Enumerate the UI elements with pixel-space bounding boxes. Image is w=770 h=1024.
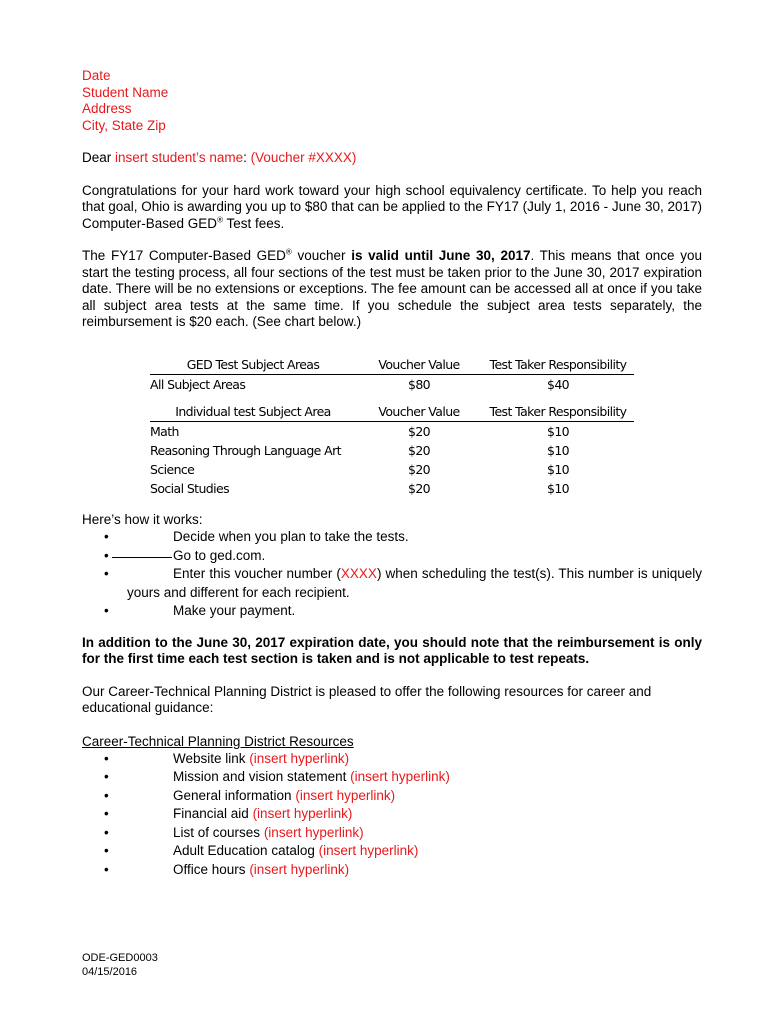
- table-row: [150, 441, 634, 460]
- expiration-notice: In addition to the June 30, 2017 expiration date, you should note that the reimbursement is only for the first time each test section is taken and is not applicable to test repeats.: [82, 634, 702, 666]
- step-text: Decide when you plan to take the tests.: [173, 529, 409, 544]
- para2-text-end: . This means that once you start the testing process, all four sections of the test must be taken prior to the June 30, 2017 expiration date. There will be no extensions or exceptions. The fee amount can be accessed all at once if you take all subject area tests at the same time. If you schedule the subject area tests separately, the reimbursement is $20 each. (See chart below.): [82, 248, 703, 329]
- para1-text: Congratulations for your hard work toward your high school equivalency certificate. To help you reach that goal, Ohio is awarding you up to $80 that can be applied to the FY17 (July 1, 2016 - June 30, 2017) Computer-Based GED: [82, 182, 702, 231]
- bullet: •: [104, 843, 109, 858]
- responsibility-cell: $10: [546, 462, 570, 477]
- hyperlink-placeholder[interactable]: (insert hyperlink): [263, 824, 364, 840]
- table-row: [150, 422, 634, 442]
- table-row: [150, 375, 634, 395]
- table-header-row: [150, 402, 634, 422]
- resource-label: List of courses: [173, 824, 261, 840]
- validity-date-emphasis: is valid until June 30, 2017: [351, 248, 531, 263]
- resource-label: Office hours: [173, 861, 246, 877]
- list-item: [82, 787, 702, 806]
- header-test-taker-responsibility: Test Taker Responsibility: [482, 355, 634, 375]
- salutation-dear: Dear: [82, 150, 116, 165]
- header-subject-areas: GED Test Subject Areas: [150, 355, 356, 375]
- table-row: [150, 479, 634, 498]
- instructions-section: [82, 511, 702, 879]
- registered-mark: ®: [285, 247, 292, 257]
- voucher-cell: $20: [407, 424, 431, 439]
- resources-intro: Our Career-Technical Planning District is pleased to offer the following resources for career and educational guidance:: [82, 683, 652, 715]
- voucher-cell: $80: [407, 377, 431, 392]
- how-it-works-heading: Here’s how it works:: [82, 512, 203, 527]
- date-placeholder: Date: [82, 68, 111, 83]
- congratulations-paragraph: [82, 183, 702, 233]
- salutation: [82, 150, 702, 167]
- address-placeholder: Address: [82, 101, 132, 116]
- voucher-validity-paragraph: [82, 248, 702, 331]
- header-voucher-value: Voucher Value: [356, 402, 482, 422]
- header-voucher-value: Voucher Value: [356, 355, 482, 375]
- bullet: •: [104, 603, 109, 618]
- list-item: [82, 842, 702, 861]
- hyperlink-placeholder[interactable]: (insert hyperlink): [295, 787, 396, 803]
- hyperlink-placeholder[interactable]: (insert hyperlink): [249, 750, 350, 766]
- voucher-fee-table: [150, 355, 634, 498]
- form-date: 04/15/2016: [82, 966, 138, 978]
- list-item: [82, 861, 702, 880]
- bullet: •: [104, 769, 109, 784]
- bullet: •: [104, 787, 109, 803]
- step-text: Make your payment.: [173, 603, 296, 618]
- step-text: Go to ged.com.: [173, 547, 266, 563]
- address-block: [82, 68, 702, 134]
- resources-heading: Career-Technical Planning District Resources: [82, 733, 354, 749]
- step-text: Enter this voucher number (: [173, 566, 341, 581]
- resource-label: Financial aid: [173, 806, 249, 821]
- bullet: •: [104, 547, 109, 563]
- subject-cell: Reasoning Through Language Art: [150, 443, 341, 458]
- list-item: [82, 565, 702, 602]
- resource-label: Website link: [173, 750, 246, 766]
- para1-text-end: Test fees.: [222, 215, 285, 231]
- para2-text-mid: voucher: [291, 248, 352, 263]
- table-row: [150, 460, 634, 479]
- list-item: [82, 824, 702, 843]
- subject-cell: Math: [150, 424, 179, 439]
- header-test-taker-responsibility: Test Taker Responsibility: [482, 402, 634, 422]
- bullet: •: [104, 824, 109, 840]
- step-text-end: ) when scheduling the test(s). This number is uniquely yours and different for each recipient.: [127, 566, 702, 600]
- bullet: •: [104, 806, 109, 821]
- resource-label: General information: [173, 787, 292, 803]
- responsibility-cell: $10: [546, 424, 570, 439]
- letter-body: [82, 68, 702, 331]
- header-individual-subject: Individual test Subject Area: [150, 402, 356, 422]
- responsibility-cell: $10: [546, 481, 570, 496]
- how-it-works-list: [82, 528, 702, 621]
- student-name-placeholder: Student Name: [82, 84, 169, 100]
- voucher-cell: $20: [407, 462, 431, 477]
- salutation-colon: :: [243, 150, 251, 165]
- bullet: •: [104, 750, 109, 766]
- responsibility-cell: $40: [546, 377, 570, 392]
- resource-label: Adult Education catalog: [173, 843, 315, 858]
- hyperlink-placeholder[interactable]: (insert hyperlink): [350, 769, 450, 784]
- voucher-number-placeholder: XXXX: [340, 566, 377, 581]
- voucher-number-field: (Voucher #XXXX): [250, 150, 357, 165]
- voucher-cell: $20: [407, 443, 431, 458]
- resource-label: Mission and vision statement: [173, 769, 347, 784]
- list-item: [82, 750, 702, 769]
- student-name-field: insert student’s name: [115, 150, 244, 165]
- subject-cell: Science: [150, 462, 195, 477]
- voucher-cell: $20: [407, 481, 431, 496]
- list-item: [82, 547, 702, 566]
- resources-list: [82, 750, 702, 880]
- city-state-zip-placeholder: City, State Zip: [82, 117, 166, 133]
- list-item: [82, 768, 702, 787]
- bullet: •: [104, 861, 109, 877]
- tab-leader-line: [112, 557, 172, 558]
- registered-mark: ®: [217, 215, 223, 224]
- hyperlink-placeholder[interactable]: (insert hyperlink): [249, 861, 350, 877]
- hyperlink-placeholder[interactable]: (insert hyperlink): [252, 806, 353, 821]
- list-item: [82, 602, 702, 621]
- document-footer: [82, 951, 158, 979]
- table-header-row: [150, 355, 634, 375]
- subject-cell: Social Studies: [150, 481, 230, 496]
- form-id: ODE-GED0003: [82, 952, 158, 964]
- list-item: [82, 805, 702, 824]
- para2-text: The FY17 Computer-Based GED: [82, 248, 286, 263]
- responsibility-cell: $10: [546, 443, 570, 458]
- hyperlink-placeholder[interactable]: (insert hyperlink): [318, 843, 419, 858]
- bullet: •: [104, 566, 109, 581]
- list-item: [82, 528, 702, 547]
- bullet: •: [104, 529, 109, 544]
- subject-cell: All Subject Areas: [150, 377, 246, 392]
